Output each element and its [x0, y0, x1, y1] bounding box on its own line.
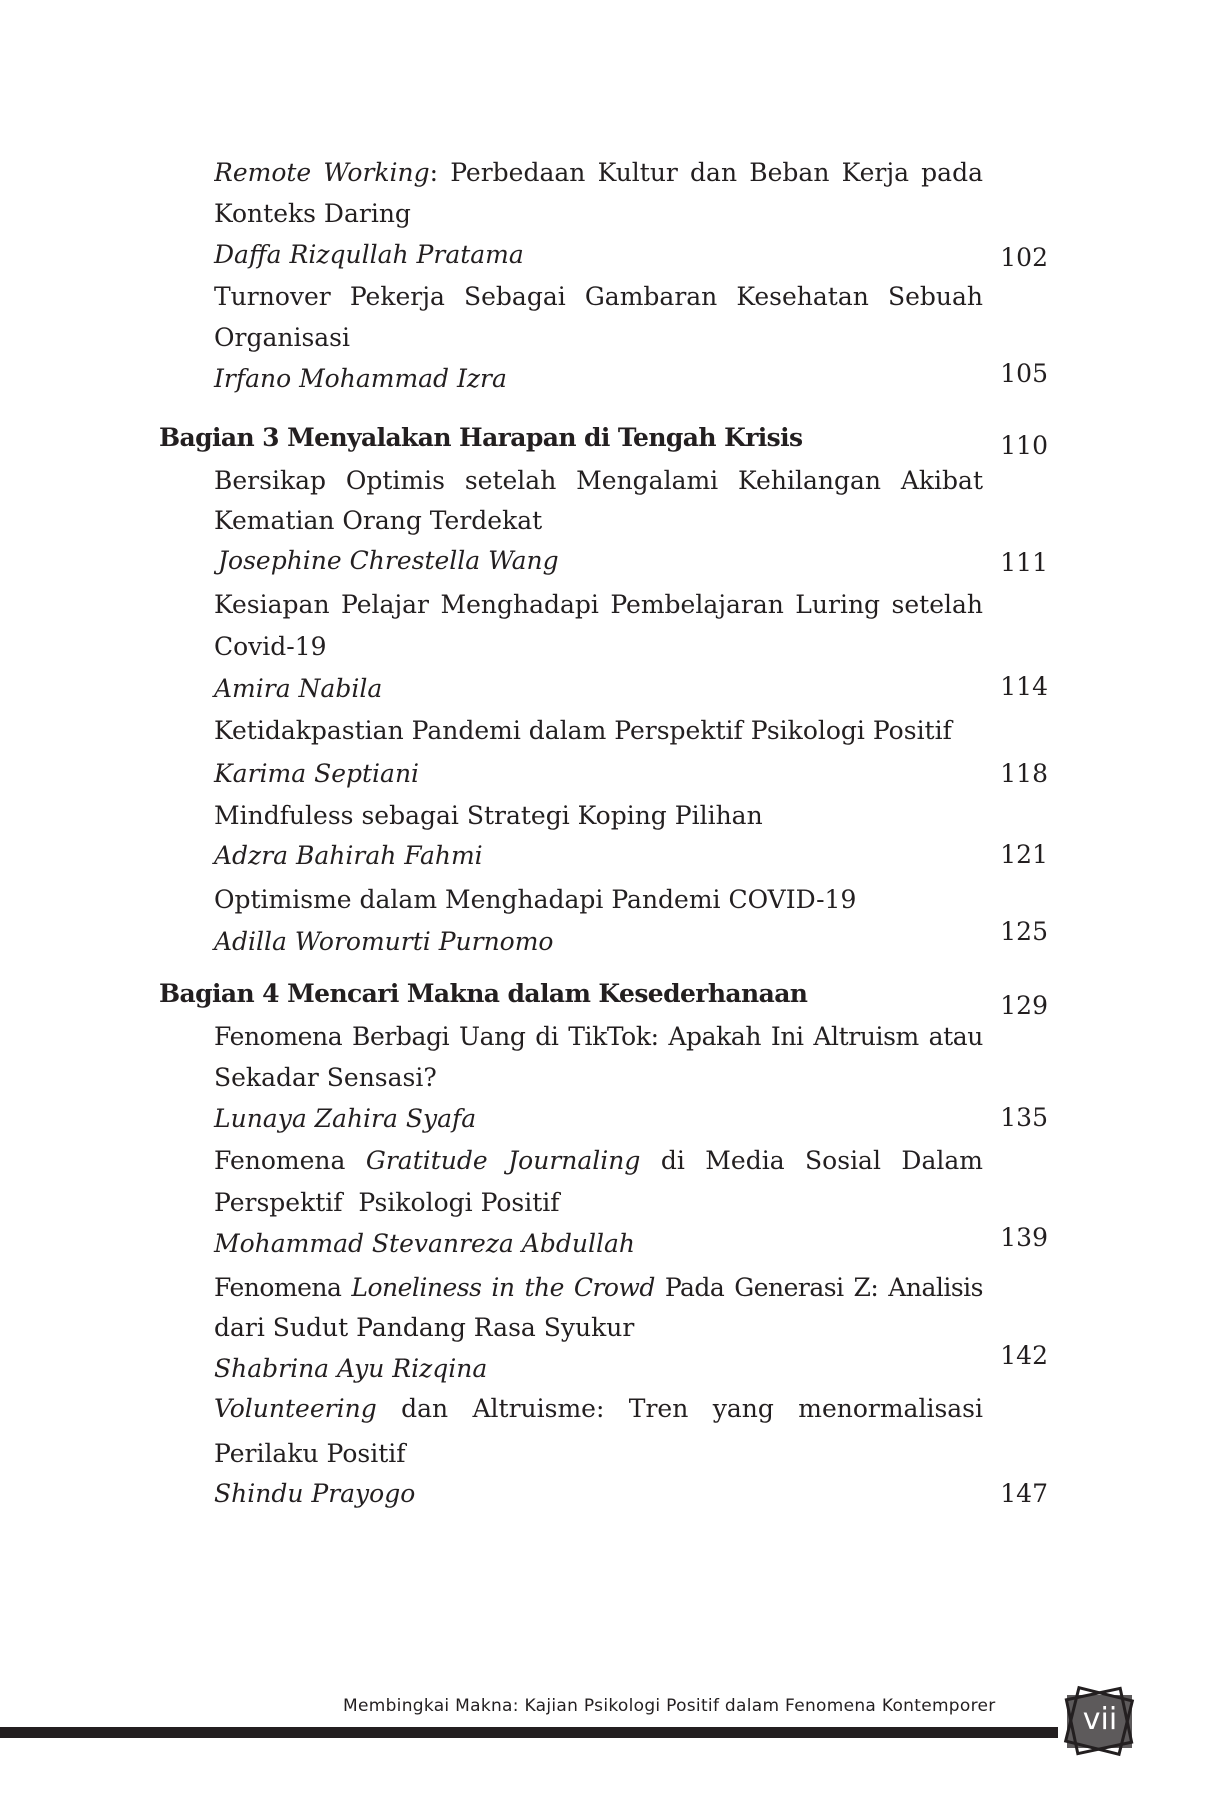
toc-entry-author: Shindu Prayogo	[214, 1479, 416, 1508]
toc-entry-title-line[interactable]: Kesiapan Pelajar Menghadapi Pembelajaran Luring setelah	[214, 590, 983, 619]
toc-page-number[interactable]: 111	[1000, 548, 1048, 577]
page-number-badge	[1062, 1684, 1138, 1760]
title-italic-part: Volunteering	[214, 1394, 377, 1423]
toc-entry-title-line[interactable]: Perspektif Psikologi Positif	[214, 1188, 560, 1217]
toc-entry-author: Amira Nabila	[214, 674, 383, 703]
toc-entry-title-line[interactable]: Perilaku Positif	[214, 1439, 406, 1468]
title-part: : Perbedaan Kultur dan Beban Kerja pada	[429, 158, 983, 187]
section-heading[interactable]: Bagian 4 Mencari Makna dalam Kesederhanaan	[159, 979, 808, 1008]
title-part: Pada Generasi Z: Analisis	[654, 1273, 983, 1302]
toc-entry-title-line[interactable]	[214, 1145, 983, 1177]
toc-entry-title-line[interactable]: Covid-19	[214, 632, 327, 661]
toc-entry-author: Josephine Chrestella Wang	[218, 546, 559, 575]
toc-entry-author: Adzra Bahirah Fahmi	[214, 841, 483, 870]
toc-entry-title-line[interactable]	[214, 157, 983, 189]
toc-entry-author: Shabrina Ayu Rizqina	[214, 1354, 488, 1383]
toc-entry-author: Adilla Woromurti Purnomo	[214, 927, 554, 956]
toc-page-number[interactable]: 142	[1000, 1341, 1048, 1370]
toc-page-number[interactable]: 135	[1000, 1103, 1048, 1132]
toc-entry-title-line[interactable]	[214, 1272, 983, 1304]
toc-entry-title-line[interactable]: Ketidakpastian Pandemi dalam Perspektif Psikologi Positif	[214, 716, 952, 745]
toc-entry-author: Daffa Rizqullah Pratama	[214, 240, 524, 269]
toc-entry-title-line[interactable]: Kematian Orang Terdekat	[214, 506, 543, 535]
toc-page-number[interactable]: 139	[1000, 1223, 1048, 1252]
toc-entry-title-line[interactable]: Bersikap Optimis setelah Mengalami Kehilangan Akibat	[214, 466, 983, 495]
title-part: dan Altruisme: Tren yang menormalisasi	[376, 1394, 983, 1423]
toc-page-number[interactable]: 147	[1000, 1479, 1048, 1508]
toc-entry-title-line[interactable]: dari Sudut Pandang Rasa Syukur	[214, 1313, 635, 1342]
toc-entry-author: Mohammad Stevanreza Abdullah	[214, 1229, 635, 1258]
toc-entry-title-line[interactable]	[214, 1393, 983, 1425]
page-number: vii	[1082, 1702, 1118, 1737]
title-part: Fenomena	[214, 1273, 352, 1302]
toc-entry-title-line[interactable]: Sekadar Sensasi?	[214, 1063, 437, 1092]
title-italic-part: Gratitude Journaling	[365, 1146, 641, 1175]
title-italic-part: Loneliness in the Crowd	[351, 1273, 655, 1302]
toc-entry-title-line[interactable]: Optimisme dalam Menghadapi Pandemi COVID-19	[214, 885, 857, 914]
toc-page-number[interactable]: 114	[1000, 672, 1048, 701]
toc-page-number[interactable]: 121	[1000, 840, 1048, 869]
toc-entry-title-line[interactable]: Mindfuless sebagai Strategi Koping Pilihan	[214, 801, 763, 830]
toc-entry-title-line[interactable]: Konteks Daring	[214, 199, 411, 228]
footer-rule	[0, 1727, 1058, 1738]
toc-entry-title-line[interactable]: Turnover Pekerja Sebagai Gambaran Kesehatan Sebuah	[214, 282, 983, 311]
title-part: di Media Sosial Dalam	[640, 1146, 983, 1175]
toc-page-number[interactable]: 118	[1000, 759, 1048, 788]
section-page-number[interactable]: 129	[1000, 991, 1048, 1020]
toc-entry-title-line[interactable]: Fenomena Berbagi Uang di TikTok: Apakah Ini Altruism atau	[214, 1022, 983, 1051]
title-part: Fenomena	[214, 1146, 366, 1175]
running-footer-book-title: Membingkai Makna: Kajian Psikologi Positif dalam Fenomena Kontemporer	[343, 1696, 996, 1716]
toc-entry-author: Lunaya Zahira Syafa	[214, 1104, 477, 1133]
toc-entry-author: Karima Septiani	[214, 759, 420, 788]
section-page-number[interactable]: 110	[1000, 431, 1048, 460]
toc-page-number[interactable]: 125	[1000, 917, 1048, 946]
toc-entry-title-line[interactable]: Organisasi	[214, 323, 351, 352]
title-italic-part: Remote Working	[214, 158, 430, 187]
section-heading[interactable]: Bagian 3 Menyalakan Harapan di Tengah Krisis	[159, 423, 803, 452]
toc-page-number[interactable]: 105	[1000, 359, 1048, 388]
toc-entry-author: Irfano Mohammad Izra	[214, 364, 507, 393]
toc-page-number[interactable]: 102	[1000, 243, 1048, 272]
